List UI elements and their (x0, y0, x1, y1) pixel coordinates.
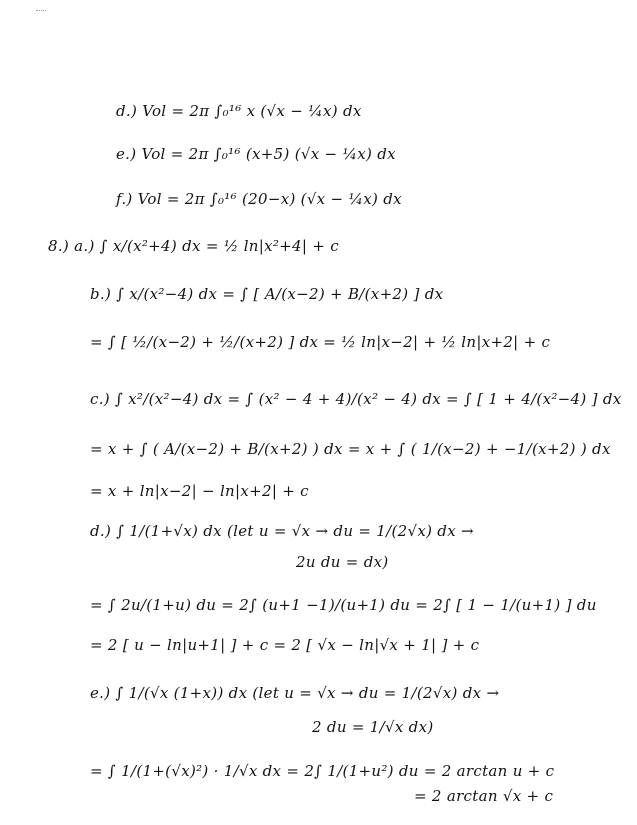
line-8c-result: = x + ln|x−2| − ln|x+2| + c (90, 482, 309, 500)
line-8d-continued: = ∫ 2u/(1+u) du = 2∫ (u+1 −1)/(u+1) du = 2∫ [ 1 − 1/(u+1) ] du (90, 596, 597, 614)
line-8d: d.) ∫ 1/(1+√x) dx (let u = √x → du = 1/(2√x) dx → (90, 522, 474, 540)
line-7e-volume: e.) Vol = 2π ∫₀¹⁶ (x+5) (√x − ¼x) dx (116, 145, 396, 163)
line-8e-continued: = ∫ 1/(1+(√x)²) · 1/√x dx = 2∫ 1/(1+u²) du = 2 arctan u + c (90, 762, 555, 780)
line-7d-volume: d.) Vol = 2π ∫₀¹⁶ x (√x − ¼x) dx (116, 102, 362, 120)
line-7f-volume: f.) Vol = 2π ∫₀¹⁶ (20−x) (√x − ¼x) dx (116, 190, 402, 208)
paper-speck (36, 10, 46, 14)
line-8b: b.) ∫ x/(x²−4) dx = ∫ [ A/(x−2) + B/(x+2) ] dx (90, 285, 444, 303)
line-8c-continued: = x + ∫ ( A/(x−2) + B/(x+2) ) dx = x + ∫ ( 1/(x−2) + −1/(x+2) ) dx (90, 440, 611, 458)
line-8e-substitution: 2 du = 1/√x dx) (312, 718, 434, 736)
line-8d-substitution: 2u du = dx) (296, 553, 389, 571)
line-8a: 8.) a.) ∫ x/(x²+4) dx = ½ ln|x²+4| + c (48, 237, 339, 255)
line-8e: e.) ∫ 1/(√x (1+x)) dx (let u = √x → du = 1/(2√x) dx → (90, 684, 500, 702)
line-8e-result: = 2 arctan √x + c (414, 787, 554, 805)
line-8c: c.) ∫ x²/(x²−4) dx = ∫ (x² − 4 + 4)/(x² − 4) dx = ∫ [ 1 + 4/(x²−4) ] dx (90, 390, 622, 408)
line-8b-continued: = ∫ [ ½/(x−2) + ½/(x+2) ] dx = ½ ln|x−2| + ½ ln|x+2| + c (90, 333, 551, 351)
line-8d-result: = 2 [ u − ln|u+1| ] + c = 2 [ √x − ln|√x + 1| ] + c (90, 636, 480, 654)
